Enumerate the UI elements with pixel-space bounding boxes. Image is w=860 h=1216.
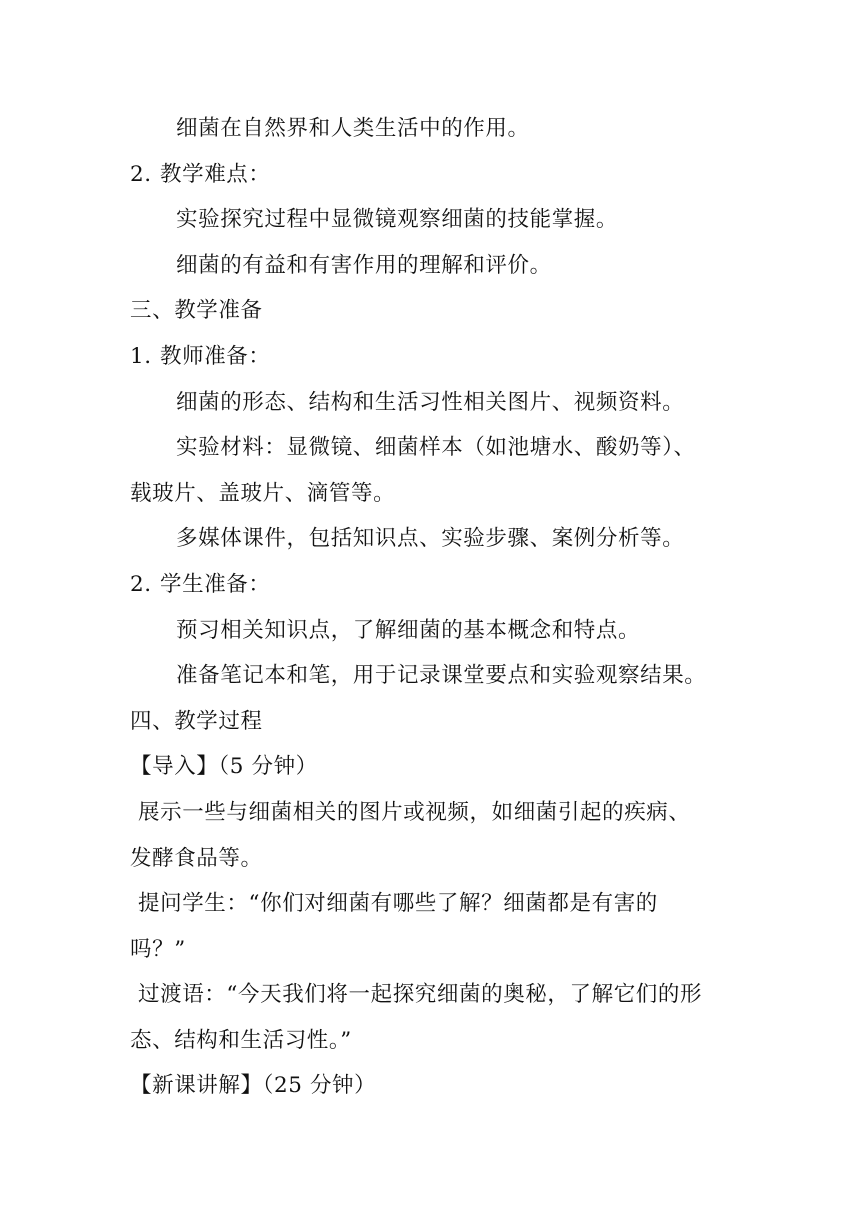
section-heading: 四、教学过程 [130,708,263,734]
paragraph-line: 多媒体课件，包括知识点、实验步骤、案例分析等。 [176,526,685,552]
subsection-heading: 【导入】（5 分钟） [130,754,318,780]
numbered-heading [130,152,730,198]
paragraph-line: 准备笔记本和笔，用于记录课堂要点和实验观察结果。 [176,663,707,689]
paragraph-line: 提问学生：“你们对细菌有哪些了解？细菌都是有害的 [138,891,658,917]
paragraph-line: 实验材料：显微镜、细菌样本（如池塘水、酸奶等）、 [176,435,696,461]
paragraph-line: 吗？” [130,936,186,962]
document-body [130,106,730,1109]
paragraph-line: 细菌的有益和有害作用的理解和评价。 [176,252,552,278]
heading-text: 教学难点： [160,161,271,187]
heading-text: 教师准备： [160,343,271,369]
numbered-heading [130,334,730,380]
paragraph-line: 细菌的形态、结构和生活习性相关图片、视频资料。 [176,389,685,415]
paragraph-line: 实验探究过程中显微镜观察细菌的技能掌握。 [176,207,619,233]
paragraph-line: 展示一些与细菌相关的图片或视频，如细菌引起的疾病、 [138,799,691,825]
list-number: 2. [130,161,152,187]
list-number: 1. [130,343,152,369]
paragraph-line: 细菌在自然界和人类生活中的作用。 [176,116,530,141]
paragraph-line: 发酵食品等。 [130,845,263,871]
subsection-heading: 【新课讲解】（25 分钟） [130,1073,377,1099]
section-heading: 三、教学准备 [130,298,263,324]
heading-text: 学生准备： [160,571,271,597]
numbered-heading [130,562,730,608]
paragraph-line: 态、结构和生活习性。” [130,1027,352,1053]
paragraph-line: 载玻片、盖玻片、滴管等。 [130,480,396,506]
paragraph-line: 预习相关知识点，了解细菌的基本概念和特点。 [176,617,641,643]
paragraph-line: 过渡语：“今天我们将一起探究细菌的奥秘，了解它们的形 [138,982,703,1008]
list-number: 2. [130,571,152,597]
